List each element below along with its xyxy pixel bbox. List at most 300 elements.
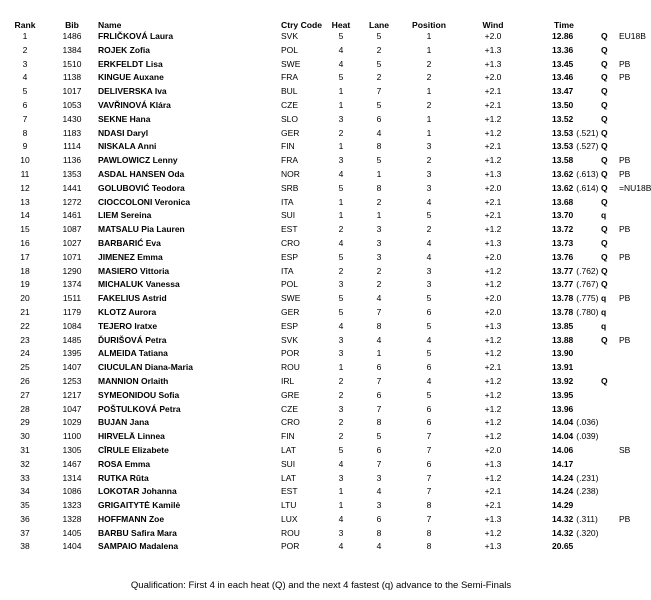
cell-athlete-name: RUTKA Rūta [98,472,149,483]
time-value: 14.24 [552,486,574,497]
cell-qualification: q [601,210,607,221]
cell-note [619,265,638,279]
cell-note [619,458,638,472]
cell-rank: 10 [20,155,30,166]
cell-wind: +2.0 [484,251,502,262]
header-ctry-code: Ctry Code [281,20,323,30]
cell-wind: +1.2 [484,334,502,345]
cell-position: 4 [426,334,432,345]
cell-wind: +1.2 [484,224,502,235]
time-value: 13.50 [552,99,574,110]
cell-wind: +2.1 [484,99,502,110]
cell-lane: 8 [376,182,382,193]
cell-athlete-name: MATSALU Pia Lauren [98,224,185,235]
cell-heat: 3 [338,334,344,345]
cell-time [527,527,601,541]
cell-heat: 1 [338,486,344,497]
cell-country: ITA [281,196,294,207]
cell-note: SB [619,444,631,455]
cell-rank: 36 [20,513,30,524]
cell-wind: +1.3 [484,513,502,524]
cell-note: PB [619,334,631,345]
cell-lane: 1 [376,168,382,179]
cell-position: 4 [426,237,432,248]
cell-rank: 1 [22,31,28,41]
cell-bib: 1253 [62,375,82,386]
cell-position: 7 [426,486,432,497]
cell-athlete-name: JIMENEZ Emma [98,251,163,262]
cell-athlete-name: GOLUBOVIĆ Teodora [98,182,185,193]
cell-note [619,306,638,320]
time-value: 14.24 [552,472,574,483]
cell-athlete-name: SAMPAIO Madalena [98,541,179,552]
cell-rank: 13 [20,196,30,207]
cell-heat: 5 [338,306,344,317]
cell-lane: 7 [376,458,382,469]
header-wind: Wind [482,20,504,30]
cell-position: 5 [426,389,432,400]
cell-country: SWE [281,58,301,69]
cell-country: NOR [281,168,300,179]
cell-country: POL [281,44,299,55]
cell-heat: 5 [338,444,344,455]
cell-qualification: Q [601,44,608,55]
table-row [4,320,638,334]
cell-rank: 38 [20,541,30,552]
table-row [4,127,638,141]
table-row [4,444,638,458]
table-row [4,265,638,279]
cell-lane: 3 [376,251,382,262]
time-value: 13.46 [552,72,574,83]
cell-wind: +1.2 [484,472,502,483]
cell-rank: 2 [22,44,28,55]
table-row [4,113,638,127]
cell-heat: 4 [338,541,344,552]
cell-country: FRA [281,155,298,166]
table-row [4,99,638,113]
cell-time [527,430,601,444]
cell-bib: 1017 [62,86,82,97]
cell-time [527,458,601,472]
cell-qualification: Q [601,334,608,345]
cell-time [527,306,601,320]
cell-qualification: Q [601,279,608,290]
cell-athlete-name: ASDAL HANSEN Oda [98,168,185,179]
cell-bib: 1305 [62,444,82,455]
cell-lane: 6 [376,513,382,524]
cell-athlete-name: VAVŘINOVÁ Klára [98,99,171,110]
cell-rank: 21 [20,306,30,317]
cell-rank: 23 [20,334,30,345]
table-row [4,389,638,403]
cell-wind: +2.0 [484,31,502,41]
cell-rank: 33 [20,472,30,483]
cell-position: 7 [426,472,432,483]
cell-qualification: Q [601,265,608,276]
time-value: 13.95 [552,389,574,400]
cell-time [527,347,601,361]
time-value: 13.78 [552,293,574,304]
cell-lane: 5 [376,431,382,442]
time-value: 13.36 [552,44,574,55]
cell-heat: 1 [338,86,344,97]
cell-time [527,292,601,306]
cell-heat: 2 [338,127,344,138]
time-value: 13.77 [552,279,574,290]
cell-country: LAT [281,444,296,455]
cell-note [619,99,638,113]
cell-rank: 8 [22,127,28,138]
time-value: 14.29 [552,500,574,511]
time-value: 13.58 [552,155,574,166]
cell-rank: 9 [22,141,28,152]
cell-heat: 1 [338,141,344,152]
cell-heat: 4 [338,237,344,248]
cell-time [527,485,601,499]
results-table [4,4,651,554]
cell-athlete-name: LIEM Sereina [98,210,152,221]
cell-position: 8 [426,500,432,511]
cell-athlete-name: CIUCULAN Diana-Maria [98,362,193,373]
cell-wind: +1.3 [484,58,502,69]
time-tiebreak: (.039) [576,431,599,442]
cell-heat: 3 [338,472,344,483]
cell-bib: 1510 [62,58,82,69]
cell-time [527,472,601,486]
time-value: 13.53 [552,141,574,152]
cell-lane: 5 [376,31,382,41]
cell-heat: 1 [338,500,344,511]
table-row [4,58,638,72]
cell-heat: 4 [338,320,344,331]
cell-lane: 8 [376,527,382,538]
cell-lane: 6 [376,362,382,373]
cell-position: 4 [426,251,432,262]
cell-bib: 1328 [62,513,82,524]
cell-heat: 3 [338,279,344,290]
cell-wind: +1.2 [484,113,502,124]
cell-qualification [601,444,619,458]
header-rank: Rank [14,20,36,30]
time-tiebreak: (.762) [576,265,599,276]
cell-lane: 7 [376,403,382,414]
cell-time [527,58,601,72]
header-qual [601,4,619,30]
cell-position: 2 [426,99,432,110]
time-value: 12.86 [552,31,574,41]
cell-rank: 37 [20,527,30,538]
header-row [4,4,638,30]
cell-time [527,196,601,210]
cell-position: 6 [426,306,432,317]
cell-lane: 5 [376,99,382,110]
cell-lane: 6 [376,113,382,124]
cell-note: PB [619,513,631,524]
cell-position: 6 [426,362,432,373]
cell-rank: 19 [20,279,30,290]
cell-athlete-name: MANNION Orlaith [98,375,169,386]
cell-note: PB [619,168,631,179]
cell-heat: 3 [338,527,344,538]
cell-country: FRA [281,72,298,83]
cell-wind: +2.0 [484,306,502,317]
cell-lane: 2 [376,279,382,290]
table-row [4,513,638,527]
cell-heat: 4 [338,458,344,469]
cell-heat: 2 [338,375,344,386]
cell-qualification: q [601,293,607,304]
cell-position: 4 [426,196,432,207]
cell-note [619,472,638,486]
cell-bib: 1087 [62,224,82,235]
cell-bib: 1486 [62,31,82,41]
cell-athlete-name: ĎURIŠOVÁ Petra [98,334,167,345]
cell-bib: 1027 [62,237,82,248]
cell-position: 7 [426,444,432,455]
time-value: 13.45 [552,58,574,69]
cell-heat: 3 [338,155,344,166]
time-tiebreak: (.036) [576,417,599,428]
cell-wind: +2.1 [484,362,502,373]
cell-wind: +1.2 [484,155,502,166]
time-value: 13.91 [552,362,574,373]
cell-time [527,209,601,223]
cell-qualification: Q [601,182,608,193]
cell-athlete-name: TEJERO Iratxe [98,320,158,331]
cell-lane: 6 [376,389,382,400]
table-row [4,499,638,513]
cell-position: 2 [426,72,432,83]
cell-lane: 8 [376,417,382,428]
cell-note [619,361,638,375]
time-value: 14.32 [552,513,574,524]
cell-note [619,347,638,361]
cell-rank: 27 [20,389,30,400]
cell-lane: 7 [376,86,382,97]
cell-time [527,278,601,292]
cell-note: PB [619,293,631,304]
time-value: 13.72 [552,224,574,235]
cell-qualification: Q [601,127,608,138]
cell-rank: 5 [22,86,28,97]
cell-country: IRL [281,375,295,386]
time-tiebreak: (.521) [576,127,599,138]
cell-bib: 1053 [62,99,82,110]
cell-bib: 1217 [62,389,82,400]
cell-rank: 16 [20,237,30,248]
cell-country: CRO [281,417,300,428]
cell-position: 2 [426,224,432,235]
cell-qualification: Q [601,196,608,207]
table-row [4,278,638,292]
cell-bib: 1404 [62,541,82,552]
cell-bib: 1430 [62,113,82,124]
cell-rank: 6 [22,99,28,110]
table-row [4,223,638,237]
cell-heat: 3 [338,403,344,414]
cell-position: 1 [426,113,432,124]
cell-rank: 26 [20,375,30,386]
cell-note: PB [619,72,631,83]
cell-bib: 1405 [62,527,82,538]
cell-wind: +1.2 [484,375,502,386]
table-row [4,416,638,430]
time-value: 13.88 [552,334,574,345]
time-value: 13.70 [552,210,574,221]
cell-heat: 1 [338,362,344,373]
cell-bib: 1290 [62,265,82,276]
cell-position: 1 [426,86,432,97]
cell-country: SRB [281,182,299,193]
table-row [4,334,638,348]
cell-position: 3 [426,182,432,193]
cell-position: 8 [426,527,432,538]
cell-country: SVK [281,31,299,41]
cell-position: 1 [426,127,432,138]
cell-athlete-name: CIOCCOLONI Veronica [98,196,191,207]
cell-rank: 20 [20,293,30,304]
cell-lane: 4 [376,541,382,552]
cell-position: 5 [426,348,432,359]
cell-athlete-name: DELIVERSKA Iva [98,86,167,97]
cell-country: SUI [281,210,296,221]
cell-position: 2 [426,58,432,69]
time-value: 13.90 [552,348,574,359]
cell-rank: 28 [20,403,30,414]
cell-lane: 4 [376,293,382,304]
cell-wind: +2.1 [484,196,502,207]
cell-country: CZE [281,403,298,414]
table-row [4,71,638,85]
cell-athlete-name: BUJAN Jana [98,417,150,428]
cell-country: LTU [281,500,297,511]
time-value: 13.77 [552,265,574,276]
cell-note: =NU18B [619,182,651,193]
cell-rank: 18 [20,265,30,276]
cell-lane: 3 [376,224,382,235]
cell-note [619,85,638,99]
cell-position: 3 [426,141,432,152]
cell-note [619,237,638,251]
cell-qualification: Q [601,58,608,69]
cell-wind: +2.1 [484,210,502,221]
cell-athlete-name: NISKALA Anni [98,141,157,152]
cell-position: 3 [426,279,432,290]
cell-wind: +1.3 [484,44,502,55]
time-tiebreak: (.767) [576,279,599,290]
cell-time [527,334,601,348]
cell-qualification [601,472,619,486]
cell-time [527,265,601,279]
time-value: 13.96 [552,403,574,414]
cell-country: SUI [281,458,296,469]
cell-lane: 3 [376,237,382,248]
cell-note [619,127,638,141]
cell-time [527,223,601,237]
cell-heat: 2 [338,389,344,400]
cell-rank: 17 [20,251,30,262]
cell-athlete-name: SEKNE Hana [98,113,151,124]
cell-time [527,389,601,403]
cell-bib: 1314 [62,472,82,483]
cell-athlete-name: POŠTULKOVÁ Petra [98,403,181,414]
cell-lane: 5 [376,155,382,166]
cell-bib: 1183 [62,127,82,138]
time-value: 14.32 [552,527,574,538]
cell-qualification: Q [601,224,608,235]
cell-rank: 32 [20,458,30,469]
cell-position: 1 [426,44,432,55]
cell-rank: 3 [22,58,28,69]
cell-position: 7 [426,431,432,442]
cell-heat: 2 [338,431,344,442]
cell-bib: 1461 [62,210,82,221]
header-bib: Bib [65,20,79,30]
cell-athlete-name: ROJEK Zofia [98,44,150,55]
table-row [4,209,638,223]
cell-bib: 1272 [62,196,82,207]
cell-wind: +1.3 [484,168,502,179]
cell-time [527,71,601,85]
cell-heat: 5 [338,31,344,41]
cell-athlete-name: HIRVELÄ Linnea [98,431,165,442]
time-value: 13.62 [552,168,574,179]
header-heat: Heat [331,20,351,30]
cell-country: FIN [281,141,295,152]
cell-time [527,154,601,168]
cell-athlete-name: ERKFELDT Lisa [98,58,163,69]
cell-athlete-name: LOKOTAR Johanna [98,486,177,497]
cell-lane: 3 [376,500,382,511]
cell-qualification: Q [601,113,608,124]
cell-country: ROU [281,527,300,538]
cell-time [527,85,601,99]
cell-bib: 1441 [62,182,82,193]
header-time: Time [554,20,574,30]
cell-lane: 4 [376,486,382,497]
cell-lane: 8 [376,320,382,331]
cell-qualification [601,458,619,472]
cell-time [527,30,601,44]
header-position: Position [412,20,446,30]
cell-time [527,375,601,389]
time-value: 13.92 [552,375,574,386]
cell-note: PB [619,58,631,69]
cell-qualification [601,416,619,430]
cell-note: PB [619,224,631,235]
cell-wind: +1.3 [484,237,502,248]
cell-note [619,540,638,554]
cell-wind: +2.1 [484,486,502,497]
cell-wind: +1.2 [484,389,502,400]
time-value: 13.85 [552,320,574,331]
cell-bib: 1384 [62,44,82,55]
cell-position: 1 [426,31,432,41]
cell-bib: 1138 [62,72,82,83]
cell-athlete-name: MICHALUK Vanessa [98,279,180,290]
cell-heat: 4 [338,168,344,179]
time-value: 20.65 [552,541,574,552]
cell-position: 3 [426,265,432,276]
cell-qualification: q [601,320,607,331]
cell-qualification [601,430,619,444]
cell-lane: 7 [376,306,382,317]
table-row [4,154,638,168]
cell-note: EU18B [619,31,646,41]
cell-country: SWE [281,293,301,304]
cell-bib: 1374 [62,279,82,290]
